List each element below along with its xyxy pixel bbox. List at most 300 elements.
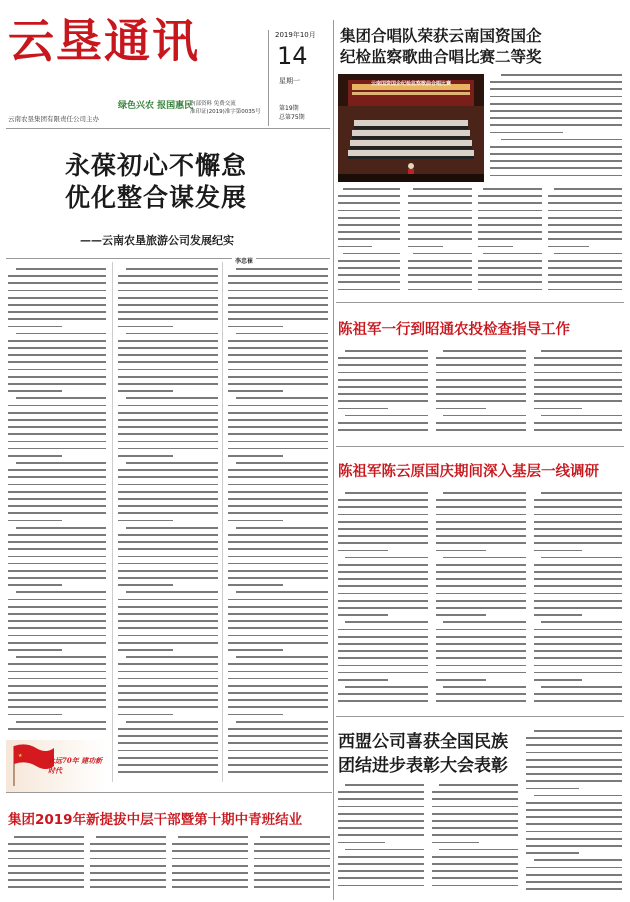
text-line — [228, 433, 328, 435]
article4-col-2 — [432, 784, 518, 896]
text-line — [408, 281, 472, 283]
text-line — [118, 433, 218, 435]
text-line — [548, 274, 622, 276]
text-line — [338, 246, 372, 248]
text-line — [118, 498, 218, 500]
text-line — [228, 663, 328, 665]
text-line — [534, 422, 622, 424]
text-line — [338, 535, 428, 537]
text-line — [534, 386, 622, 388]
text-line — [172, 858, 248, 860]
text-line — [338, 506, 428, 508]
text-line — [338, 863, 424, 865]
text-line — [228, 556, 328, 558]
lead-body-col-3 — [228, 268, 328, 784]
text-line — [345, 415, 428, 417]
photo-banner: 云南国资国企纪检监察歌曲合唱比赛 — [370, 81, 451, 87]
text-line — [436, 614, 486, 616]
text-line — [8, 627, 106, 629]
text-line — [548, 195, 622, 197]
text-line — [228, 505, 328, 507]
text-line — [228, 757, 328, 759]
text-line — [96, 836, 166, 838]
text-line — [8, 290, 106, 292]
text-line — [228, 764, 328, 766]
text-line — [118, 706, 218, 708]
text-line — [118, 354, 218, 356]
text-line — [338, 210, 400, 212]
text-line — [118, 282, 218, 284]
text-line — [8, 512, 106, 514]
text-line — [118, 742, 218, 744]
text-line — [8, 326, 62, 328]
text-line — [8, 419, 106, 421]
text-line — [413, 188, 472, 190]
text-line — [436, 408, 486, 410]
choir-title-line: 集团合唱队荣获云南国资国企 — [340, 27, 542, 45]
text-line — [541, 686, 622, 688]
text-line — [118, 476, 218, 478]
text-line — [118, 376, 218, 378]
text-line — [228, 534, 328, 536]
text-line — [118, 771, 218, 773]
text-line — [436, 357, 526, 359]
text-line — [172, 872, 248, 874]
text-line — [8, 426, 106, 428]
text-line — [228, 491, 328, 493]
text-line — [16, 333, 106, 335]
text-line — [118, 627, 218, 629]
text-line — [254, 850, 330, 852]
text-line — [228, 577, 328, 579]
text-line — [338, 856, 424, 858]
year-month: 2019年10月 — [275, 31, 316, 39]
choir-body-right — [490, 74, 622, 184]
text-line — [126, 268, 218, 270]
text-line — [345, 557, 428, 559]
text-line — [126, 333, 218, 335]
text-line — [8, 340, 106, 342]
text-line — [534, 614, 582, 616]
text-line — [228, 642, 328, 644]
text-line — [228, 706, 328, 708]
text-line — [483, 188, 542, 190]
article4-title-line: 西盟公司喜获全国民族 — [338, 732, 508, 752]
text-line — [118, 584, 173, 586]
text-line — [228, 275, 328, 277]
text-line — [126, 397, 218, 399]
text-line — [436, 364, 526, 366]
text-line — [541, 350, 622, 352]
text-line — [534, 578, 622, 580]
anniversary-graphic — [6, 740, 106, 792]
stamp-text: 永远70年 建功新时代 — [48, 756, 103, 775]
text-line — [8, 556, 106, 558]
date-box — [268, 30, 331, 126]
text-line — [439, 784, 518, 786]
text-line — [408, 217, 472, 219]
text-line — [118, 548, 218, 550]
text-line — [228, 620, 328, 622]
text-line — [436, 578, 526, 580]
text-line — [490, 117, 622, 119]
text-line — [534, 730, 622, 732]
text-line — [526, 874, 622, 876]
text-line — [14, 836, 84, 838]
text-line — [338, 542, 428, 544]
weekday: 星期一 — [279, 77, 300, 85]
lead-title-line: 优化整合谋发展 — [64, 183, 247, 212]
text-line — [338, 217, 400, 219]
text-line — [443, 686, 526, 688]
text-line — [118, 699, 218, 701]
divider — [112, 262, 113, 782]
text-line — [90, 872, 166, 874]
text-line — [8, 476, 106, 478]
text-line — [478, 202, 542, 204]
text-line — [490, 96, 622, 98]
text-line — [408, 260, 472, 262]
text-line — [338, 870, 424, 872]
text-line — [8, 304, 106, 306]
text-line — [432, 856, 518, 858]
text-line — [526, 809, 622, 811]
text-line — [432, 806, 518, 808]
text-line — [228, 290, 328, 292]
divider — [222, 262, 223, 782]
text-line — [118, 390, 173, 392]
text-line — [338, 289, 400, 291]
text-line — [228, 735, 328, 737]
text-line — [172, 886, 248, 888]
text-line — [118, 556, 218, 558]
text-line — [343, 253, 400, 255]
text-line — [8, 599, 106, 601]
text-line — [228, 361, 328, 363]
text-line — [8, 728, 106, 730]
text-line — [8, 563, 106, 565]
text-line — [338, 260, 400, 262]
text-line — [126, 462, 218, 464]
text-line — [338, 386, 428, 388]
text-line — [534, 393, 622, 395]
text-line — [534, 429, 622, 431]
text-line — [228, 498, 328, 500]
text-line — [526, 780, 622, 782]
text-line — [254, 879, 330, 881]
text-line — [338, 885, 424, 887]
text-line — [408, 267, 472, 269]
text-line — [432, 813, 518, 815]
text-line — [236, 721, 328, 723]
text-line — [338, 357, 428, 359]
text-line — [534, 506, 622, 508]
text-line — [436, 650, 526, 652]
text-line — [118, 326, 173, 328]
text-line — [16, 656, 106, 658]
text-line — [118, 491, 218, 493]
text-line — [478, 281, 542, 283]
text-line — [338, 585, 428, 587]
text-line — [478, 260, 542, 262]
text-line — [8, 865, 84, 867]
text-line — [228, 455, 283, 457]
text-line — [228, 750, 328, 752]
choir-title-line: 纪检监察歌曲合唱比赛二等奖 — [340, 48, 542, 66]
text-line — [338, 798, 424, 800]
text-line — [526, 759, 622, 761]
lead-body-col-2 — [118, 268, 218, 784]
text-line — [236, 397, 328, 399]
text-line — [541, 621, 622, 623]
text-line — [338, 607, 428, 609]
text-line — [118, 505, 218, 507]
text-line — [432, 870, 518, 872]
choir-body-col-1 — [338, 188, 400, 296]
article5-col-4 — [254, 836, 330, 896]
text-line — [534, 564, 622, 566]
divider — [336, 716, 624, 717]
day: 14 — [277, 42, 308, 70]
text-line — [413, 253, 472, 255]
text-line — [8, 872, 84, 874]
text-line — [228, 570, 328, 572]
text-line — [8, 383, 106, 385]
text-line — [436, 600, 526, 602]
text-line — [16, 721, 106, 723]
text-line — [534, 672, 622, 674]
text-line — [432, 791, 518, 793]
text-line — [260, 836, 330, 838]
text-line — [118, 318, 218, 320]
text-line — [228, 520, 283, 522]
text-line — [338, 408, 388, 410]
text-line — [8, 706, 106, 708]
text-line — [8, 275, 106, 277]
text-line — [436, 593, 526, 595]
text-line — [118, 620, 218, 622]
text-line — [436, 400, 526, 402]
text-line — [345, 350, 428, 352]
text-line — [338, 614, 388, 616]
text-line — [534, 514, 622, 516]
text-line — [436, 514, 526, 516]
text-line — [432, 863, 518, 865]
text-line — [228, 311, 328, 313]
text-line — [16, 591, 106, 593]
text-line — [338, 400, 428, 402]
text-line — [228, 584, 283, 586]
text-line — [436, 665, 526, 667]
text-line — [236, 462, 328, 464]
text-line — [228, 304, 328, 306]
text-line — [8, 369, 106, 371]
text-line — [345, 686, 428, 688]
lead-title-line: 永葆初心不懈怠 — [64, 151, 247, 180]
text-line — [8, 692, 106, 694]
article4-col-3 — [526, 730, 622, 896]
text-line — [436, 636, 526, 638]
text-line — [490, 124, 622, 126]
text-line — [178, 836, 248, 838]
text-line — [408, 274, 472, 276]
text-line — [118, 455, 173, 457]
text-line — [548, 231, 622, 233]
text-line — [118, 311, 218, 313]
text-line — [534, 679, 582, 681]
text-line — [338, 372, 428, 374]
text-line — [118, 714, 173, 716]
text-line — [118, 419, 218, 421]
text-line — [338, 820, 424, 822]
text-line — [8, 376, 106, 378]
sponsor: 云南农垦集团有限责任公司主办 — [8, 115, 99, 123]
text-line — [118, 426, 218, 428]
text-line — [436, 629, 526, 631]
text-line — [338, 643, 428, 645]
divider — [6, 258, 330, 259]
text-line — [338, 274, 400, 276]
text-line — [8, 534, 106, 536]
text-line — [534, 364, 622, 366]
text-line — [118, 304, 218, 306]
text-line — [541, 415, 622, 417]
text-line — [228, 649, 283, 651]
text-line — [345, 849, 424, 851]
text-line — [490, 167, 622, 169]
article3-col-3 — [534, 492, 622, 708]
text-line — [8, 714, 62, 716]
article5-col-1 — [8, 836, 84, 896]
text-line — [16, 462, 106, 464]
text-line — [436, 393, 526, 395]
text-line — [118, 484, 218, 486]
text-line — [8, 577, 106, 579]
choir-stage-image — [338, 74, 484, 182]
text-line — [118, 735, 218, 737]
divider — [6, 792, 332, 793]
text-line — [526, 852, 579, 854]
text-line — [228, 563, 328, 565]
text-line — [534, 408, 582, 410]
text-line — [236, 591, 328, 593]
text-line — [172, 865, 248, 867]
text-line — [548, 217, 622, 219]
text-line — [118, 764, 218, 766]
text-line — [436, 535, 526, 537]
article5-col-3 — [172, 836, 248, 896]
text-line — [432, 798, 518, 800]
text-line — [228, 627, 328, 629]
text-line — [90, 886, 166, 888]
lead-subtitle: ——云南农垦旅游公司发展纪实 — [80, 234, 234, 247]
info-line: 内部资料 免费交流 — [190, 101, 236, 107]
text-line — [436, 672, 526, 674]
text-line — [90, 879, 166, 881]
text-line — [228, 685, 328, 687]
divider — [6, 128, 330, 129]
text-line — [8, 850, 84, 852]
text-line — [126, 721, 218, 723]
text-line — [228, 318, 328, 320]
text-line — [338, 578, 428, 580]
text-line — [432, 842, 479, 844]
text-line — [534, 636, 622, 638]
text-line — [126, 527, 218, 529]
text-line — [8, 635, 106, 637]
text-line — [118, 663, 218, 665]
text-line — [534, 629, 622, 631]
text-line — [534, 550, 582, 552]
text-line — [236, 527, 328, 529]
text-line — [236, 656, 328, 658]
text-line — [16, 268, 106, 270]
text-line — [338, 202, 400, 204]
text-line — [443, 492, 526, 494]
text-line — [338, 364, 428, 366]
text-line — [432, 820, 518, 822]
text-line — [534, 400, 622, 402]
text-line — [526, 773, 622, 775]
text-line — [228, 692, 328, 694]
text-line — [8, 620, 106, 622]
text-line — [408, 210, 472, 212]
text-line — [436, 693, 526, 695]
text-line — [526, 788, 579, 790]
text-line — [118, 685, 218, 687]
text-line — [228, 282, 328, 284]
text-line — [526, 867, 622, 869]
text-line — [118, 678, 218, 680]
text-line — [118, 347, 218, 349]
text-line — [172, 850, 248, 852]
text-line — [338, 629, 428, 631]
text-line — [338, 665, 428, 667]
text-line — [8, 642, 106, 644]
text-line — [8, 843, 84, 845]
text-line — [501, 74, 622, 76]
text-line — [90, 843, 166, 845]
text-line — [432, 834, 518, 836]
text-line — [8, 584, 62, 586]
text-line — [90, 850, 166, 852]
text-line — [338, 571, 428, 573]
text-line — [118, 340, 218, 342]
text-line — [338, 672, 428, 674]
text-line — [338, 877, 424, 879]
text-line — [8, 858, 84, 860]
text-line — [534, 521, 622, 523]
choir-body-col-2 — [408, 188, 472, 296]
text-line — [118, 750, 218, 752]
text-line — [228, 671, 328, 673]
text-line — [8, 318, 106, 320]
text-line — [338, 593, 428, 595]
text-line — [16, 527, 106, 529]
text-line — [228, 469, 328, 471]
text-line — [436, 550, 486, 552]
text-line — [228, 606, 328, 608]
article5-col-2 — [90, 836, 166, 896]
text-line — [118, 642, 218, 644]
text-line — [436, 657, 526, 659]
text-line — [478, 231, 542, 233]
text-line — [90, 858, 166, 860]
text-line — [501, 139, 622, 141]
text-line — [490, 81, 622, 83]
text-line — [345, 784, 424, 786]
text-line — [8, 649, 62, 651]
